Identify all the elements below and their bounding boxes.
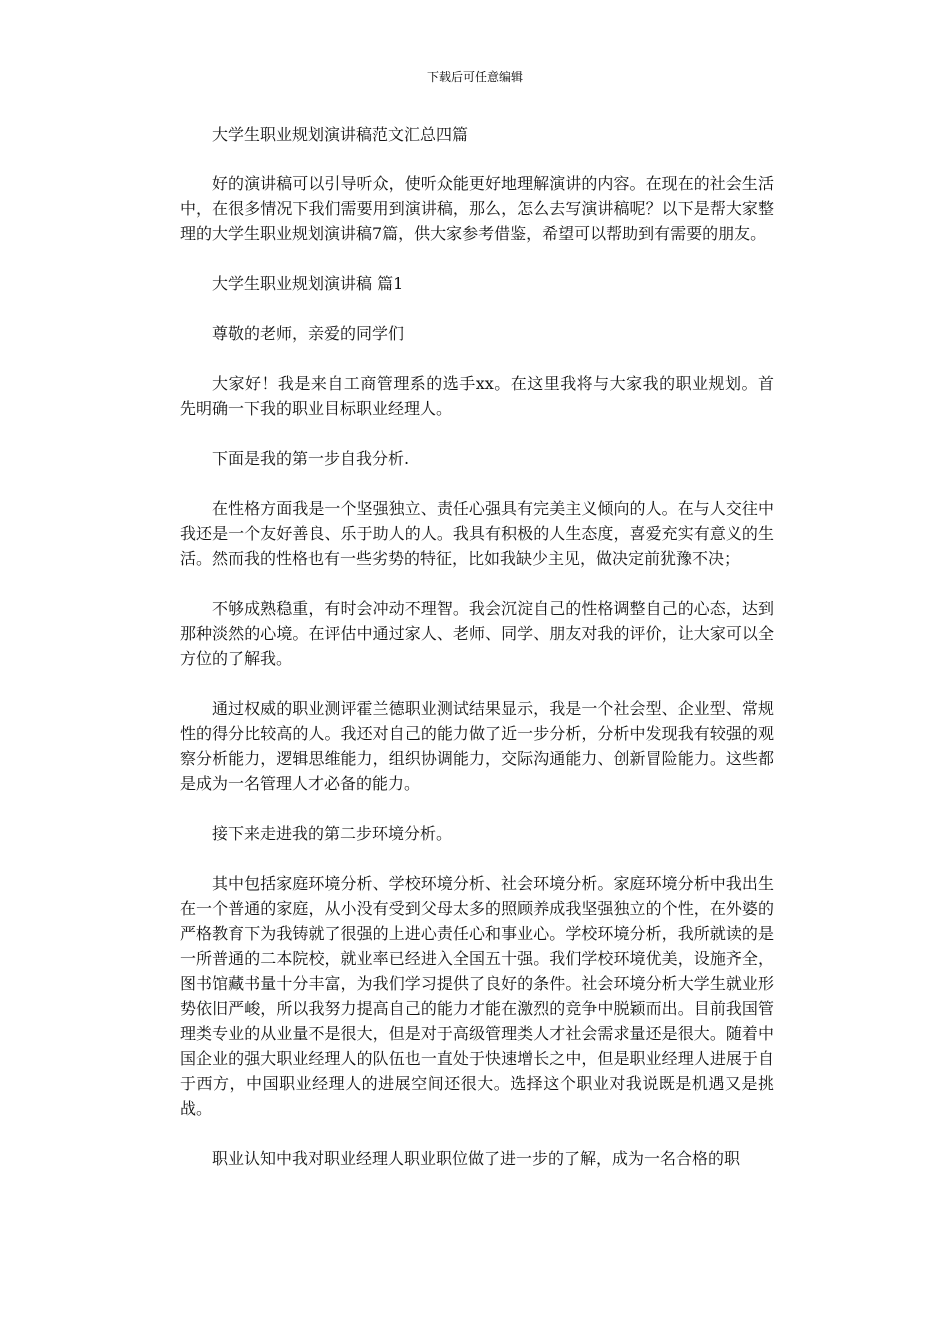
paragraph-environment-analysis: 其中包括家庭环境分析、学校环境分析、社会环境分析。家庭环境分析中我出生在一个普通的家庭，从小没有受到父母太多的照顾养成我坚强独立的个性，在外婆的严格教育下为我铸就了很强的上进心责任心和事业心。学校环境分析，我所就读的是一所普通的二本院校，就业率已经进入全国五十强。我们学校环境优美，设施齐全，图书馆藏书量十分丰富，为我们学习提供了良好的条件。社会环境分析大学生就业形势依旧严峻，所以我努力提高自己的能力才能在激烈的竞争中脱颖而出。目前我国管理类专业的从业量不是很大，但是对于高级管理类人才社会需求量还是很大。随着中国企业的强大职业经理人的队伍也一直处于快速增长之中，但是职业经理人进展于自于西方，中国职业经理人的进展空间还很大。选择这个职业对我说既是机遇又是挑战。 bbox=[180, 874, 774, 1118]
paragraph-salutation: 尊敬的老师，亲爱的同学们 bbox=[212, 324, 405, 343]
paragraph-career-cognition: 职业认知中我对职业经理人职业职位做了进一步的了解，成为一名合格的职 bbox=[212, 1149, 741, 1168]
paragraph-greeting: 大家好！我是来自工商管理系的选手xx。在这里我将与大家我的职业规划。首先明确一下我的职业目标职业经理人。 bbox=[180, 374, 774, 418]
document-body bbox=[180, 122, 774, 1196]
paragraph-personality: 在性格方面我是一个坚强独立、责任心强具有完美主义倾向的人。在与人交往中我还是一个友好善良、乐于助人的人。我具有积极的人生态度，喜爱充实有意义的生活。然而我的性格也有一些劣势的特征，比如我缺少主见，做决定前犹豫不决； bbox=[180, 499, 774, 568]
paragraph-self-analysis-intro: 下面是我的第一步自我分析. bbox=[212, 449, 410, 468]
page-header-note: 下载后可任意编辑 bbox=[426, 70, 523, 84]
section-heading: 大学生职业规划演讲稿 篇1 bbox=[212, 274, 404, 293]
paragraph-environment-intro: 接下来走进我的第二步环境分析。 bbox=[212, 824, 453, 843]
paragraph-weakness: 不够成熟稳重，有时会冲动不理智。我会沉淀自己的性格调整自己的心态，达到那种淡然的心境。在评估中通过家人、老师、同学、朋友对我的评价，让大家可以全方位的了解我。 bbox=[180, 599, 774, 668]
paragraph-assessment: 通过权威的职业测评霍兰德职业测试结果显示，我是一个社会型、企业型、常规性的得分比较高的人。我还对自己的能力做了近一步分析，分析中发现我有较强的观察分析能力，逻辑思维能力，组织协调能力，交际沟通能力、创新冒险能力。这些都是成为一名管理人才必备的能力。 bbox=[180, 699, 774, 793]
paragraph-intro: 好的演讲稿可以引导听众，使听众能更好地理解演讲的内容。在现在的社会生活中，在很多情况下我们需要用到演讲稿，那么，怎么去写演讲稿呢？以下是帮大家整理的大学生职业规划演讲稿7篇，供大家参考借鉴，希望可以帮助到有需要的朋友。 bbox=[180, 174, 774, 243]
document-title: 大学生职业规划演讲稿范文汇总四篇 bbox=[212, 125, 469, 144]
